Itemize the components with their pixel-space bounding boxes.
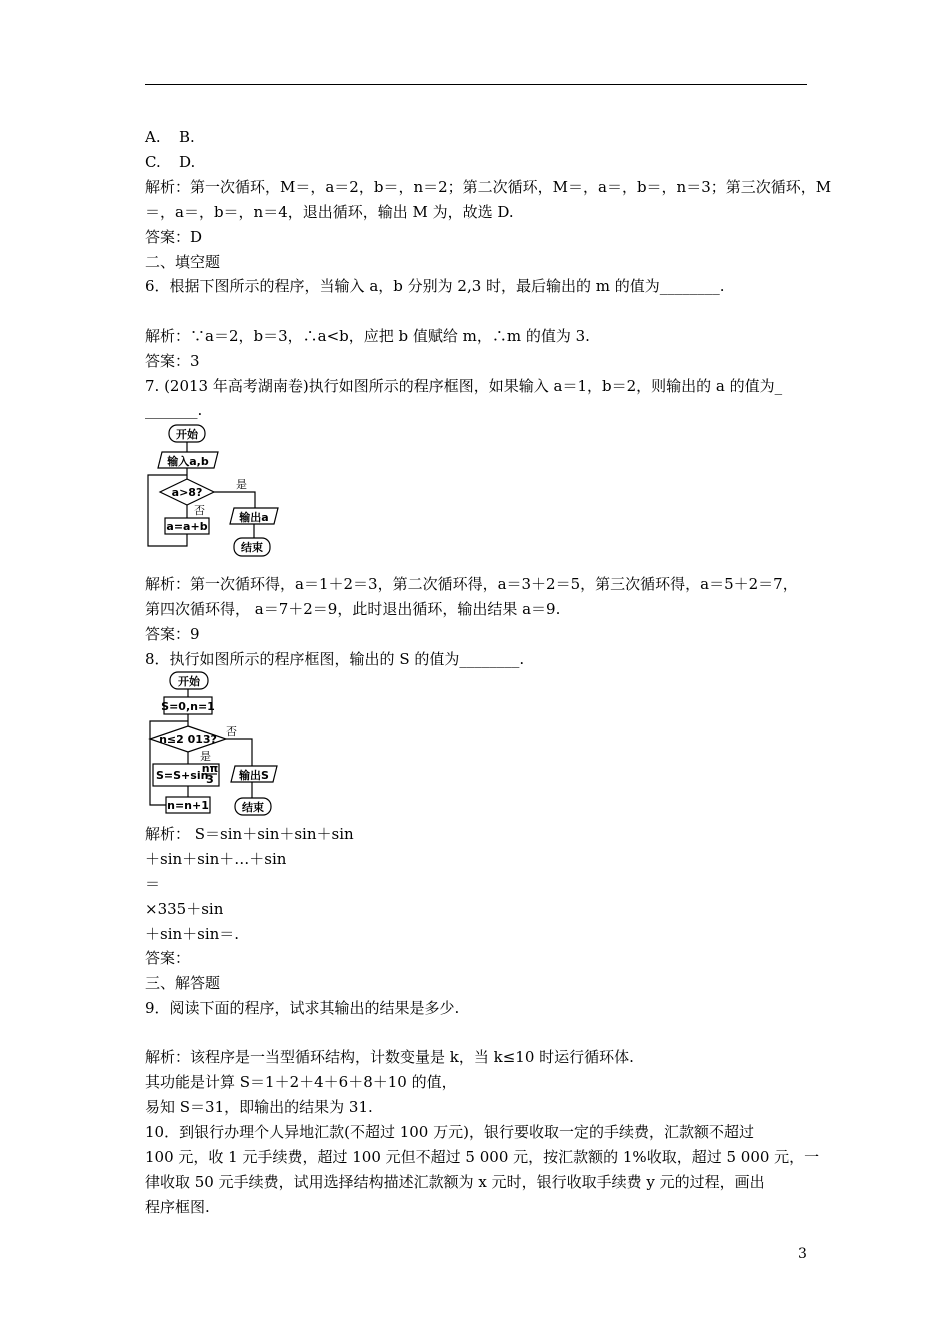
- text-line: ＋sin＋sin＝.: [145, 925, 240, 943]
- text-line: 第四次循环得， a＝7＋2＝9，此时退出循环，输出结果 a＝9.: [145, 600, 561, 618]
- question-line: 6．根据下图所示的程序，当输入 a，b 分别为 2,3 时，最后输出的 m 的值为________.: [145, 277, 725, 295]
- condition-label: a>8?: [171, 486, 203, 499]
- input-label: 输入a,b: [167, 455, 209, 468]
- text-line: 律收取 50 元手续费，试用选择结构描述汇款额为 x 元时，银行收取手续费 y 元的过程，画出: [145, 1173, 765, 1191]
- assign-label: S=S+sin: [156, 769, 209, 782]
- text-line: _______.: [145, 401, 203, 419]
- text-line: 答案：3: [145, 352, 200, 370]
- option-line-ab: A. B.: [145, 128, 195, 146]
- text-line: ×335＋sin: [145, 900, 224, 918]
- assign-fraction-denominator: 3: [206, 773, 214, 786]
- text-line: 答案：9: [145, 625, 200, 643]
- question-line: 7. (2013 年高考湖南卷)执行如图所示的程序框图，如果输入 a＝1，b＝2，则输出的 a 的值为_: [145, 377, 783, 395]
- output-label: 输出S: [239, 769, 269, 782]
- assign-label: a=a+b: [166, 520, 208, 533]
- section-heading: 二、填空题: [145, 253, 221, 271]
- text-line: ＝: [145, 875, 161, 893]
- condition-label: n≤2 013?: [159, 733, 217, 746]
- text-line: 解析：第一次循环，M＝，a＝2，b＝，n＝2；第二次循环，M＝，a＝，b＝，n＝3；第三次循环，M: [145, 178, 832, 196]
- output-label: 输出a: [239, 511, 269, 524]
- text-line: 其功能是计算 S＝1＋2＋4＋6＋8＋10 的值，: [145, 1073, 457, 1091]
- no-label: 否: [226, 725, 237, 738]
- end-label: 结束: [241, 541, 263, 554]
- text-line: 解析：∵a＝2，b＝3，∴a<b，应把 b 值赋给 m，∴m 的值为 3.: [145, 327, 590, 345]
- text-line: ＝，a＝，b＝，n＝4，退出循环，输出 M 为，故选 D.: [145, 203, 514, 221]
- text-line: 易知 S＝31，即输出的结果为 31.: [145, 1098, 373, 1116]
- text-line: 答案：D: [145, 228, 203, 246]
- end-label: 结束: [242, 801, 264, 814]
- start-label: 开始: [178, 675, 200, 688]
- increment-label: n=n+1: [167, 799, 209, 812]
- question-line: 9．阅读下面的程序，试求其输出的结果是多少.: [145, 999, 460, 1017]
- yes-label: 是: [236, 478, 247, 491]
- text-line: ＋sin＋sin＋…＋sin: [145, 850, 287, 868]
- question-line: 10．到银行办理个人异地汇款(不超过 100 万元)，银行要收取一定的手续费，汇款额不超过: [145, 1123, 754, 1141]
- option-line-cd: C. D.: [145, 153, 196, 171]
- text-line: 解析：该程序是一当型循环结构，计数变量是 k，当 k≤10 时运行循环体.: [145, 1048, 634, 1066]
- no-label: 否: [194, 504, 205, 517]
- assign-fraction-numerator: nπ: [201, 762, 219, 775]
- start-label: 开始: [176, 428, 198, 441]
- header-rule: [145, 84, 807, 85]
- flowchart-1: [140, 422, 290, 562]
- section-heading: 三、解答题: [145, 974, 221, 992]
- page-number: 3: [798, 1246, 807, 1262]
- text-line: 100 元，收 1 元手续费，超过 100 元但不超过 5 000 元，按汇款额的 1%收取，超过 5 000 元，一: [145, 1148, 820, 1166]
- flowchart-2: [140, 670, 290, 820]
- text-line: 答案：: [145, 949, 191, 967]
- yes-label: 是: [200, 750, 211, 763]
- text-line: 解析：第一次循环得，a＝1＋2＝3，第二次循环得，a＝3＋2＝5，第三次循环得，a＝5＋2＝7，: [145, 575, 798, 593]
- question-line: 8．执行如图所示的程序框图，输出的 S 的值为________.: [145, 650, 525, 668]
- init-label: S=0,n=1: [161, 700, 215, 713]
- text-line: 程序框图.: [145, 1198, 210, 1216]
- text-line: 解析： S＝sin＋sin＋sin＋sin: [145, 825, 354, 843]
